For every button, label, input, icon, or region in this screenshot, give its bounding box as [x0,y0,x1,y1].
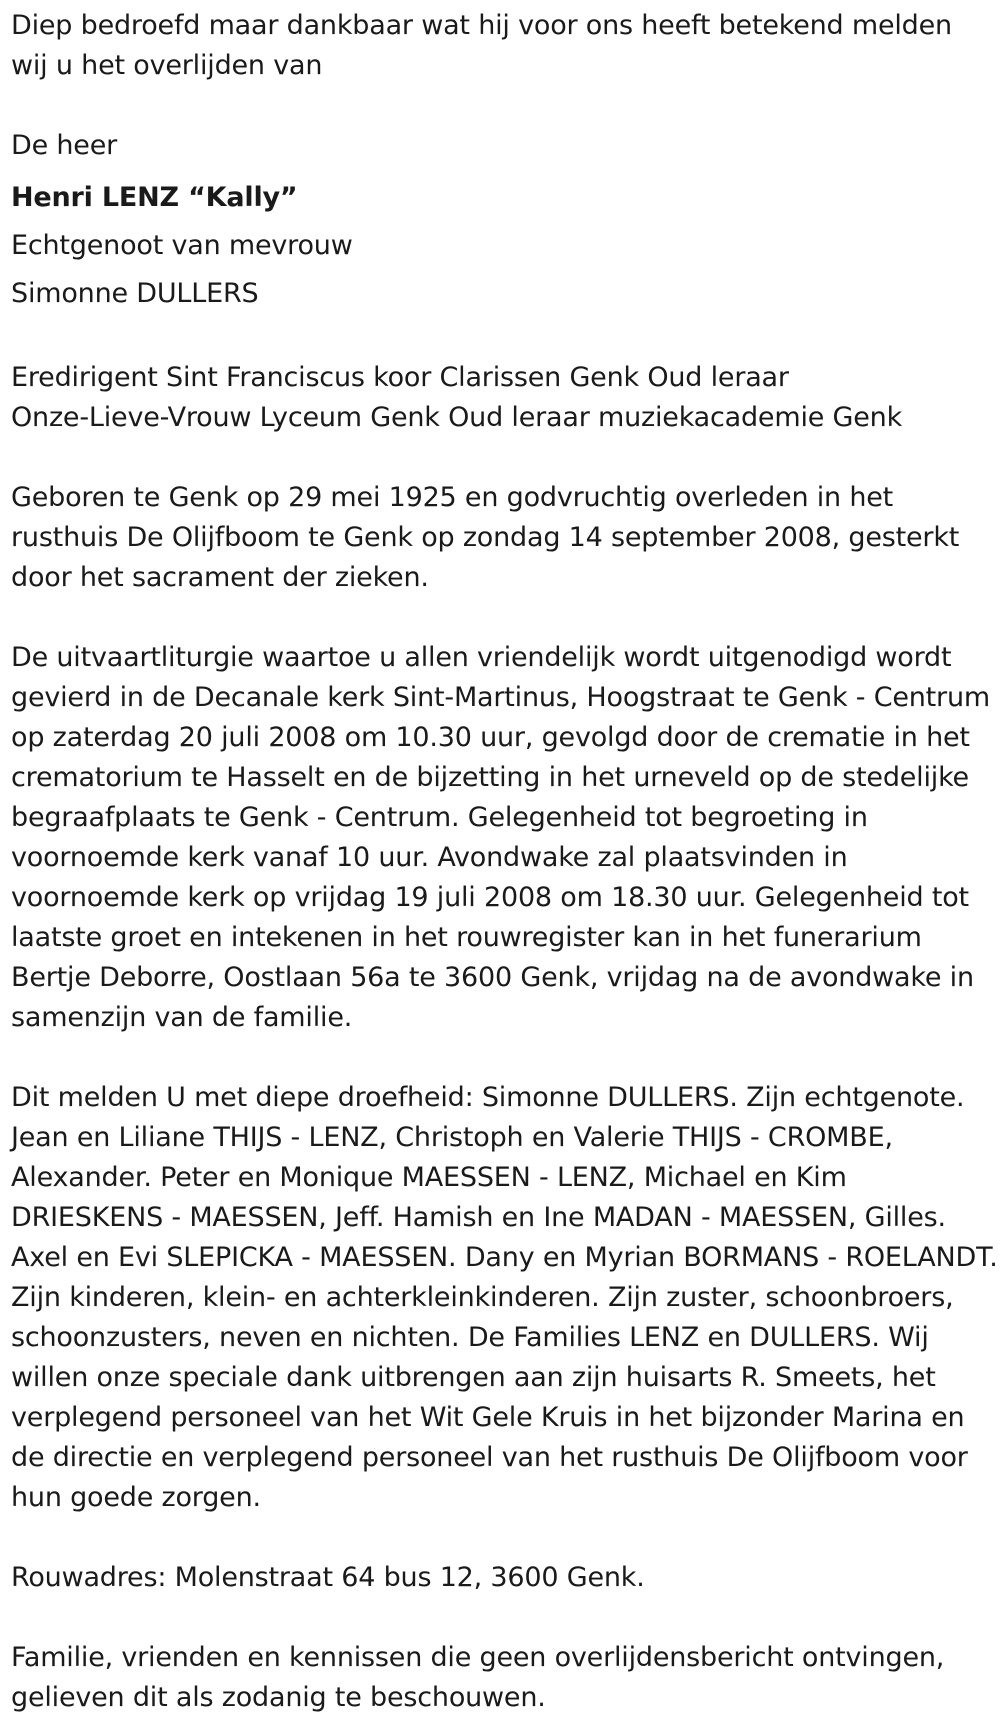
funeral-line: voornoemde kerk op vrijdag 19 juli 2008 om 18.30 uur. Gelegenheid tot [11,882,969,913]
family-line: DRIESKENS - MAESSEN, Jeff. Hamish en Ine MADAN - MAESSEN, Gilles. [11,1202,946,1233]
career-line: Eredirigent Sint Franciscus koor Clarissen Genk Oud leraar [11,362,789,393]
funeral-line: samenzijn van de familie. [11,1002,353,1033]
family-line: schoonzusters, neven en nichten. De Families LENZ en DULLERS. Wij [11,1322,929,1353]
birth-death-line: rusthuis De Olijfboom te Genk op zondag 14 september 2008, gesterkt [11,522,960,553]
salutation: De heer [11,130,118,161]
funeral-line: begraafplaats te Genk - Centrum. Gelegenheid tot begroeting in [11,802,868,833]
family-paragraph [11,1078,996,1518]
obituary-text [11,6,996,1718]
funeral-paragraph [11,638,996,1038]
address-paragraph [11,1558,996,1598]
family-line: de directie en verplegend personeel van het rusthuis De Olijfboom voor [11,1442,968,1473]
family-line: willen onze speciale dank uitbrengen aan zijn huisarts R. Smeets, het [11,1362,936,1393]
funeral-line: voornoemde kerk vanaf 10 uur. Avondwake zal plaatsvinden in [11,842,848,873]
family-line: hun goede zorgen. [11,1482,261,1513]
family-line: Alexander. Peter en Monique MAESSEN - LENZ, Michael en Kim [11,1162,847,1193]
career-paragraph [11,358,996,438]
family-line: Zijn kinderen, klein- en achterkleinkinderen. Zijn zuster, schoonbroers, [11,1282,954,1313]
family-line: Axel en Evi SLEPICKA - MAESSEN. Dany en Myrian BORMANS - ROELANDT. [11,1242,998,1273]
funeral-line: laatste groet en intekenen in het rouwregister kan in het funerarium [11,922,922,953]
family-line: Dit melden U met diepe droefheid: Simonne DULLERS. Zijn echtgenote. [11,1082,965,1113]
intro-line: Diep bedroefd maar dankbaar wat hij voor ons heeft betekend melden [11,10,952,41]
deceased-block [11,126,996,318]
funeral-line: crematorium te Hasselt en de bijzetting in het urneveld op de stedelijke [11,762,969,793]
closing-line: Familie, vrienden en kennissen die geen overlijdensbericht ontvingen, [11,1642,945,1673]
deceased-name: Henri LENZ “Kally” [11,182,298,213]
mourning-address: Rouwadres: Molenstraat 64 bus 12, 3600 Genk. [11,1562,645,1593]
intro-paragraph [11,6,996,86]
closing-paragraph [11,1638,996,1718]
spouse-relation: Echtgenoot van mevrouw [11,230,353,261]
career-line: Onze-Lieve-Vrouw Lyceum Genk Oud leraar muziekacademie Genk [11,402,903,433]
funeral-line: Bertje Deborre, Oostlaan 56a te 3600 Genk, vrijdag na de avondwake in [11,962,974,993]
funeral-line: De uitvaartliturgie waartoe u allen vriendelijk wordt uitgenodigd wordt [11,642,952,673]
family-line: verplegend personeel van het Wit Gele Kruis in het bijzonder Marina en [11,1402,965,1433]
spouse-name: Simonne DULLERS [11,278,259,309]
family-line: Jean en Liliane THIJS - LENZ, Christoph en Valerie THIJS - CROMBE, [11,1122,893,1153]
intro-line: wij u het overlijden van [11,50,323,81]
funeral-line: op zaterdag 20 juli 2008 om 10.30 uur, gevolgd door de crematie in het [11,722,970,753]
closing-line: gelieven dit als zodanig te beschouwen. [11,1682,546,1713]
birth-death-paragraph [11,478,996,598]
birth-death-line: Geboren te Genk op 29 mei 1925 en godvruchtig overleden in het [11,482,894,513]
funeral-line: gevierd in de Decanale kerk Sint-Martinus, Hoogstraat te Genk - Centrum [11,682,990,713]
birth-death-line: door het sacrament der zieken. [11,562,429,593]
